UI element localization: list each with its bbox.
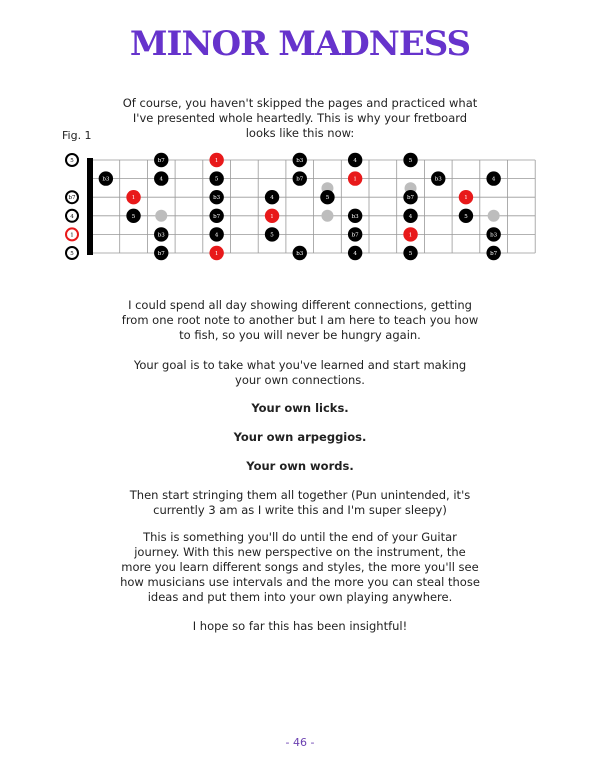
scale-note bbox=[486, 171, 500, 185]
emphasis-arpeggios: Your own arpeggios. bbox=[233, 430, 367, 444]
figure-label: Fig. 1 bbox=[62, 129, 92, 142]
scale-note bbox=[209, 227, 223, 241]
scale-note bbox=[99, 171, 113, 185]
scale-note bbox=[154, 153, 168, 167]
open-string-label: 4 bbox=[70, 213, 74, 220]
scale-note bbox=[348, 153, 362, 167]
body-paragraph-1: I could spend all day showing different connections, getting from one root note to another but I am here to teach you how to fish, so you will never be hungry again. bbox=[121, 298, 479, 342]
note-label: 4 bbox=[270, 195, 274, 202]
scale-note bbox=[348, 209, 362, 223]
ghost-marker bbox=[155, 210, 167, 222]
note-label: 4 bbox=[214, 232, 219, 239]
note-label: 5 bbox=[408, 251, 413, 257]
note-label: 4 bbox=[353, 251, 357, 257]
intro-paragraph: Of course, you haven't skipped the pages and practiced what I've presented whole heartedly. This is why your fretboard looks like this now: bbox=[122, 96, 478, 140]
note-label: 5 bbox=[464, 213, 468, 220]
note-label: b3 bbox=[490, 232, 498, 239]
scale-note bbox=[431, 171, 445, 185]
scale-note bbox=[154, 246, 168, 260]
note-label: b3 bbox=[434, 176, 442, 183]
open-string-label: 5 bbox=[70, 158, 74, 164]
scale-note bbox=[154, 227, 168, 241]
note-label: 1 bbox=[464, 195, 468, 202]
scale-note bbox=[209, 209, 223, 223]
note-label: 4 bbox=[491, 176, 496, 183]
scale-note bbox=[209, 171, 223, 185]
scale-note bbox=[348, 246, 362, 260]
open-string-label: 5 bbox=[70, 251, 74, 257]
open-string-label: b7 bbox=[68, 195, 76, 202]
scale-note bbox=[265, 227, 279, 241]
note-label: 5 bbox=[325, 195, 330, 202]
note-label: b3 bbox=[296, 158, 304, 164]
scale-note bbox=[293, 171, 307, 185]
scale-note bbox=[403, 209, 417, 223]
note-label: b3 bbox=[157, 232, 165, 239]
body-paragraph-4: This is something you'll do until the end of your Guitar journey. With this new perspective on the instrument, the more you learn different songs and styles, the more you'll see how musicians use intervals and the more you can steal those ideas and put them into your own playing anywhere. bbox=[120, 530, 480, 604]
note-label: b7 bbox=[213, 213, 221, 220]
note-label: b7 bbox=[157, 158, 165, 164]
body-paragraph-5: I hope so far this has been insightful! bbox=[192, 619, 408, 633]
emphasis-licks: Your own licks. bbox=[251, 401, 349, 415]
scale-note bbox=[403, 190, 417, 204]
root-note bbox=[403, 227, 417, 241]
scale-note bbox=[459, 209, 473, 223]
note-label: 4 bbox=[353, 158, 357, 164]
note-label: 1 bbox=[408, 232, 413, 239]
note-label: 1 bbox=[131, 195, 136, 202]
note-label: 4 bbox=[408, 213, 413, 220]
fretboard-grid bbox=[87, 158, 535, 255]
scale-note bbox=[403, 246, 417, 260]
emphasis-words: Your own words. bbox=[246, 459, 354, 473]
root-note bbox=[265, 209, 279, 223]
root-note bbox=[209, 246, 223, 260]
ghost-marker bbox=[321, 210, 333, 222]
note-label: 1 bbox=[353, 176, 357, 183]
note-label: 5 bbox=[270, 232, 274, 239]
note-label: b3 bbox=[213, 195, 221, 202]
open-string-label: 1 bbox=[70, 232, 74, 239]
body-paragraph-2: Your goal is to take what you've learned and start making your own connections. bbox=[133, 358, 467, 387]
fretboard-notes bbox=[99, 153, 501, 260]
note-label: b7 bbox=[296, 176, 304, 183]
note-label: b7 bbox=[351, 232, 359, 239]
note-label: b3 bbox=[102, 176, 110, 183]
scale-note bbox=[293, 153, 307, 167]
note-label: 1 bbox=[270, 213, 274, 220]
scale-note bbox=[293, 246, 307, 260]
scale-note bbox=[348, 227, 362, 241]
note-label: 5 bbox=[131, 213, 136, 220]
note-label: b3 bbox=[351, 213, 359, 220]
page-number: - 46 - bbox=[285, 736, 315, 749]
note-label: 4 bbox=[159, 176, 163, 183]
page-title: MINOR MADNESS bbox=[129, 24, 471, 64]
scale-note bbox=[486, 246, 500, 260]
scale-note bbox=[320, 190, 334, 204]
root-note bbox=[459, 190, 473, 204]
note-label: 5 bbox=[214, 176, 219, 183]
note-label: b7 bbox=[490, 251, 498, 257]
note-label: b7 bbox=[157, 251, 165, 257]
note-label: 1 bbox=[214, 251, 219, 257]
nut bbox=[87, 158, 93, 255]
open-string-markers bbox=[66, 154, 78, 259]
scale-note bbox=[486, 227, 500, 241]
scale-note bbox=[265, 190, 279, 204]
root-note bbox=[348, 171, 362, 185]
note-label: 5 bbox=[408, 158, 413, 164]
scale-note bbox=[154, 171, 168, 185]
root-note bbox=[126, 190, 140, 204]
note-label: 1 bbox=[214, 158, 219, 164]
scale-note bbox=[126, 209, 140, 223]
note-label: b7 bbox=[407, 195, 415, 202]
scale-note bbox=[209, 190, 223, 204]
ghost-marker bbox=[488, 210, 500, 222]
fretboard-diagram bbox=[0, 150, 600, 265]
scale-note bbox=[403, 153, 417, 167]
root-note bbox=[209, 153, 223, 167]
body-paragraph-3: Then start stringing them all together (Pun unintended, it's currently 3 am as I write this and I'm super sleepy) bbox=[129, 488, 471, 517]
note-label: b3 bbox=[296, 251, 304, 257]
